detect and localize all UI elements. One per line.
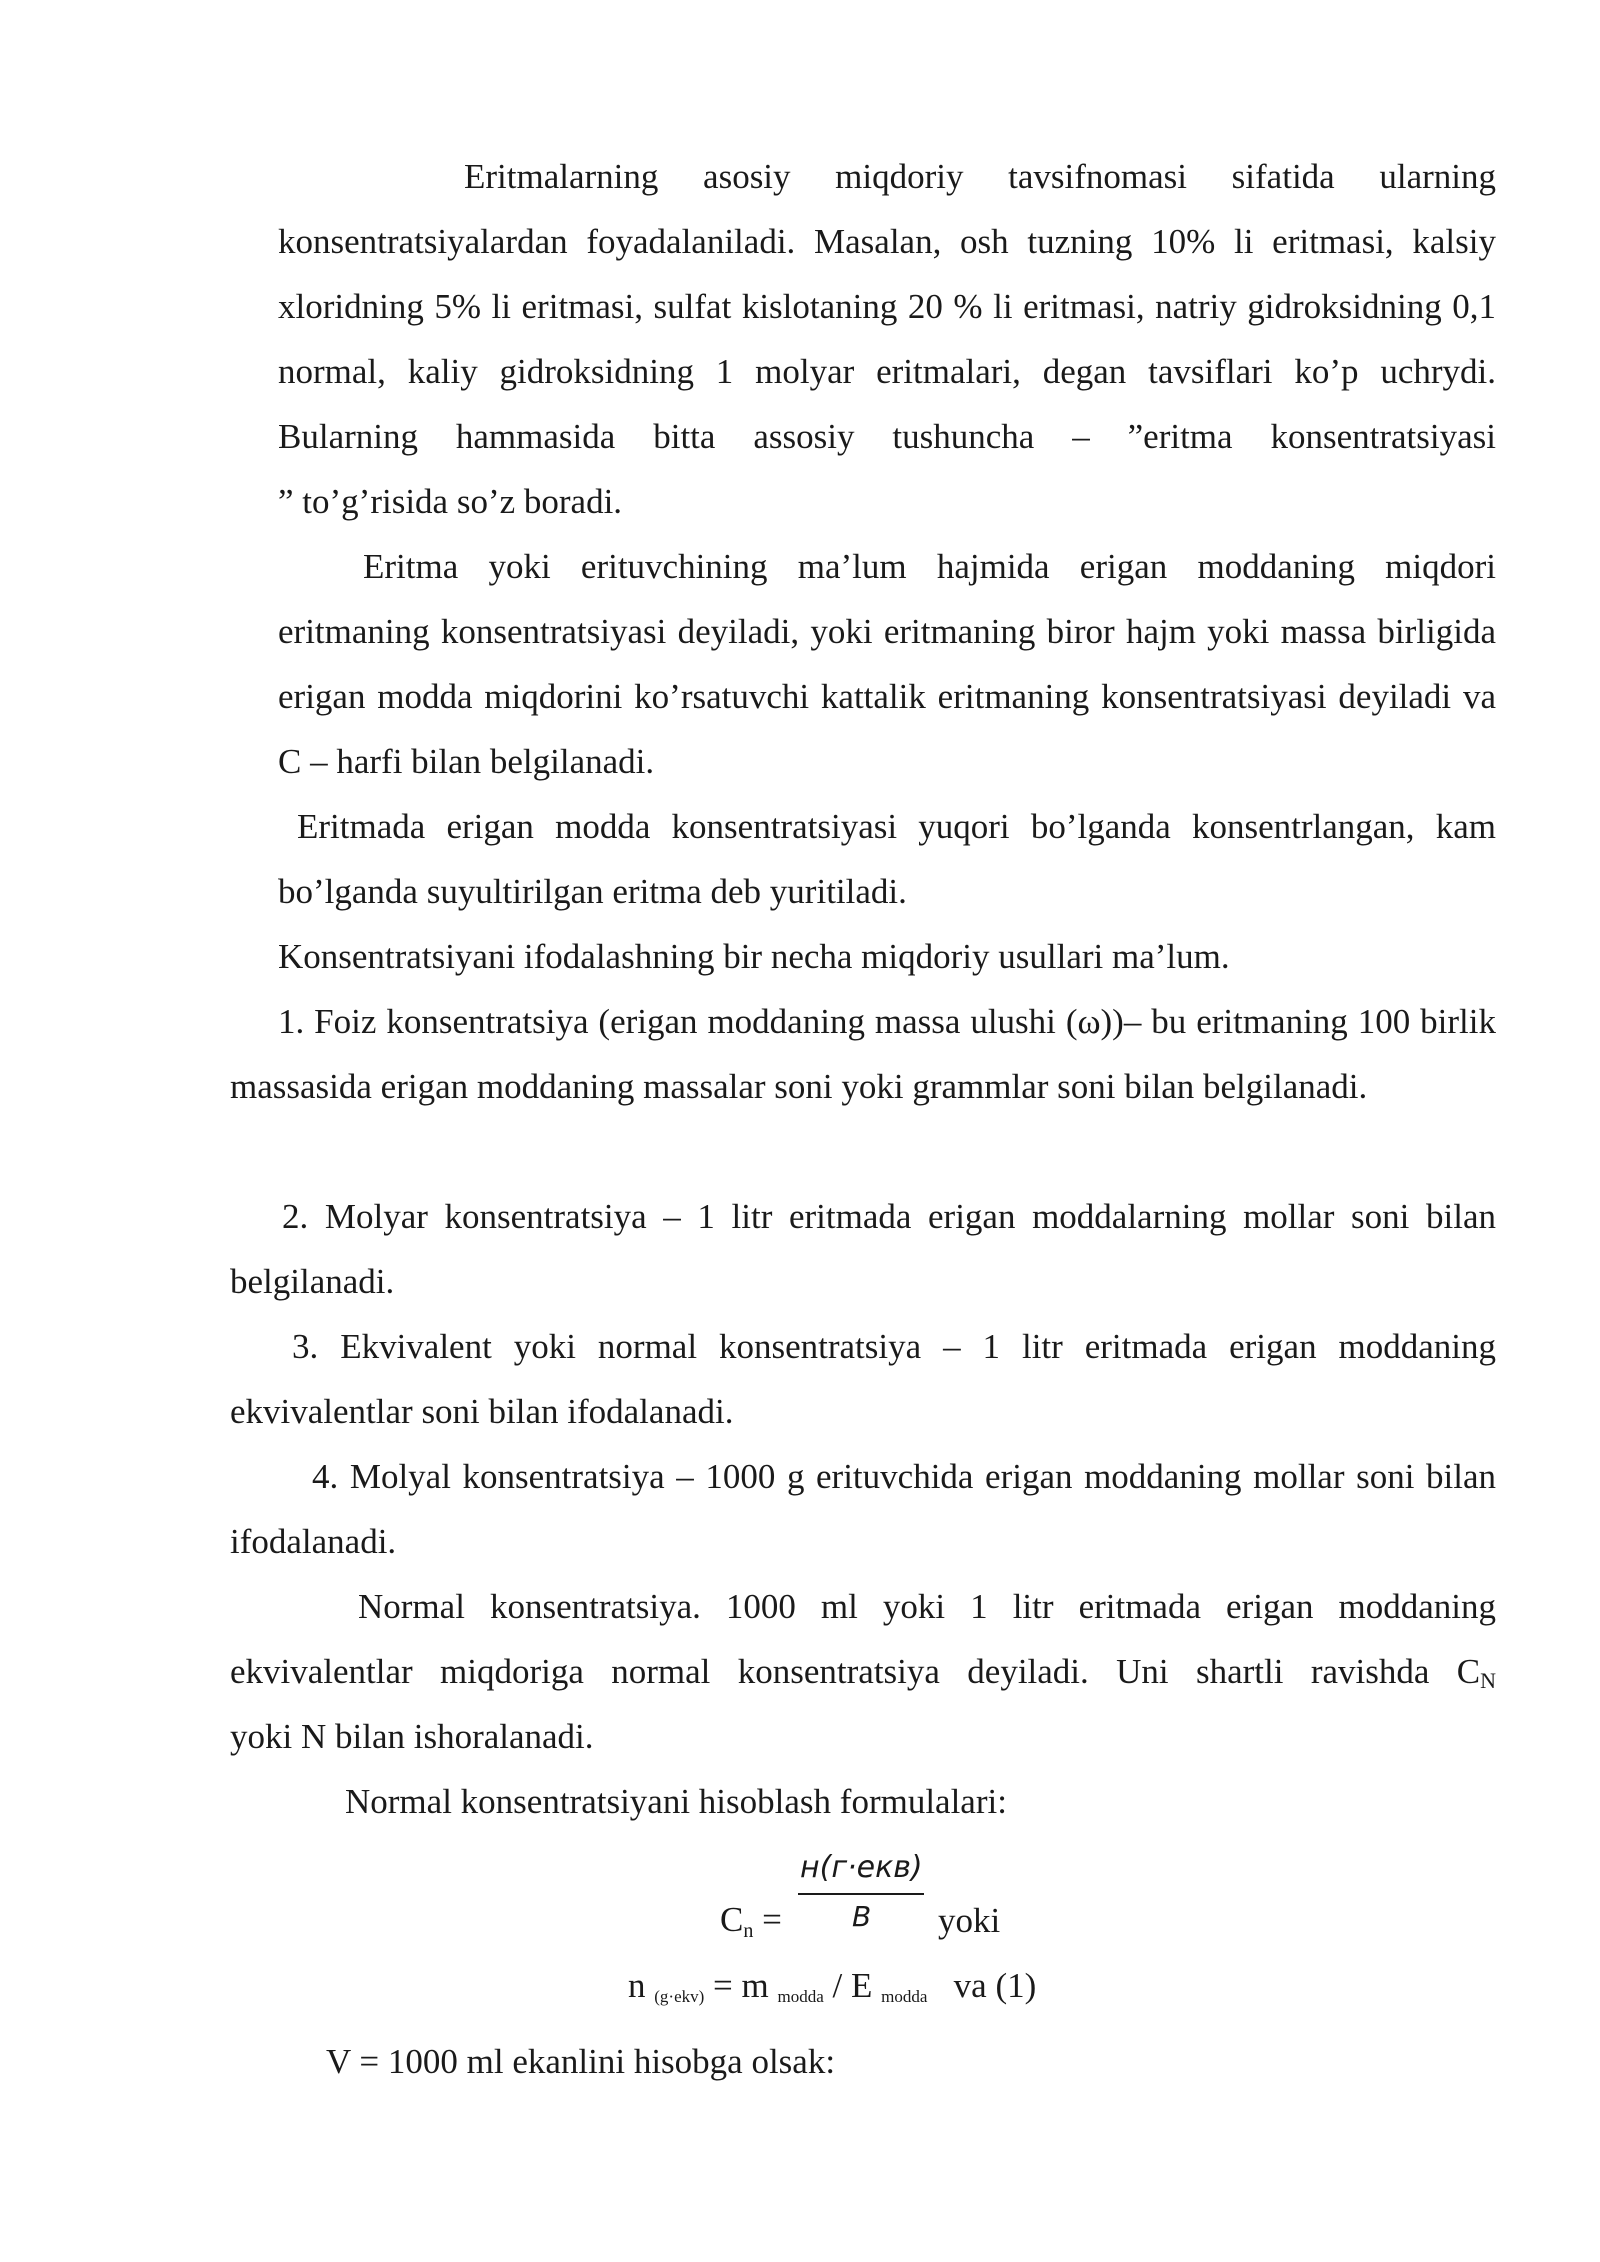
list-item-3: 3. Ekvivalent yoki normal konsentratsiya – 1 litr eritmada erigan moddaning ekvivalentlar soni bilan ifodalanadi.	[230, 1327, 1496, 1431]
volume-note: V = 1000 ml ekanlini hisobga olsak:	[326, 2042, 836, 2081]
paragraph-1-last-line: ” to’g’risida so’z boradi.	[278, 482, 623, 521]
list-item-2: 2. Molyar konsentratsiya – 1 litr eritmada erigan moddalarning mollar soni bilan belgilanadi.	[230, 1197, 1496, 1301]
paragraph-1-body: konsentratsiyalardan foyadalaniladi. Masalan, osh tuzning 10% li eritmasi, kalsiy xloridning 5% li eritmasi, sulfat kislotaning 20 % li eritmasi, natriy gidroksidning 0,1 normal, kaliy gidroksidning 1 molyar eritmalari, degan tavsiflari ko’p uchrydi. Bularning hammasida bitta assosiy tushuncha – ”eritma konsentratsiyasi	[278, 222, 1496, 456]
formula-2-e-subscript: modda	[881, 1987, 928, 2006]
list-item-1: 1. Foiz konsentratsiya (erigan moddaning massa ulushi (ω))– bu eritmaning 100 birlik massasida erigan moddaning massalar soni yoki grammlar soni bilan belgilanadi.	[230, 1002, 1496, 1106]
formula-1-fraction-bar	[798, 1893, 924, 1895]
formula-2-tail: va (1)	[953, 1966, 1037, 2005]
paragraph-3: Eritmada erigan modda konsentratsiyasi yuqori bo’lganda konsentrlangan, kam bo’lganda suyultirilgan eritma deb yuritiladi.	[278, 807, 1496, 911]
formula-2-slash-e: / E	[823, 1966, 873, 2005]
formula-2-n-subscript: (g·ekv)	[654, 1987, 705, 2006]
list-item-4: 4. Molyal konsentratsiya – 1000 g erituvchida erigan moddaning mollar soni bilan ifodalanadi.	[230, 1457, 1496, 1561]
paragraph-5-last-line: yoki N bilan ishoralanadi.	[230, 1717, 594, 1756]
formula-equivalent-amount	[628, 1966, 1036, 2007]
formula-1-tail: yoki	[938, 1901, 1001, 1940]
paragraph-5-text: Normal konsentratsiya. 1000 ml yoki 1 litr eritmada erigan moddaning ekvivalentlar miqdoriga normal konsentratsiya deyiladi. Uni shartli ravishda C	[230, 1587, 1496, 1691]
formula-2-n: n	[628, 1966, 646, 2005]
paragraph-4: Konsentratsiyani ifodalashning bir necha miqdoriy usullari ma’lum.	[278, 937, 1230, 976]
paragraph-2: Eritma yoki erituvchining ma’lum hajmida erigan moddaning miqdori eritmaning konsentratsiyasi deyiladi, yoki eritmaning biror hajm yoki massa birligida erigan modda miqdorini ko’rsatuvchi kattalik eritmaning konsentratsiyasi deyiladi va C – harfi bilan belgilanadi.	[278, 547, 1496, 781]
formula-2-eq-m: = m	[704, 1966, 769, 2005]
paragraph-5-subscript: N	[1480, 1668, 1496, 1693]
formula-2-m-subscript: modda	[777, 1987, 824, 2006]
formula-1-lhs: $C_n$ =	[720, 1900, 782, 1942]
paragraph-5	[230, 1574, 1496, 1713]
formula-1-numerator: н(г·екв)	[800, 1850, 923, 1885]
formula-1-denominator: В	[852, 1900, 872, 1933]
formulas-heading: Normal konsentratsiyani hisoblash formulalari:	[345, 1782, 1007, 1821]
paragraph-1-first-line: Eritmalarning asosiy miqdoriy tavsifnomasi sifatida ularning	[464, 157, 1496, 196]
